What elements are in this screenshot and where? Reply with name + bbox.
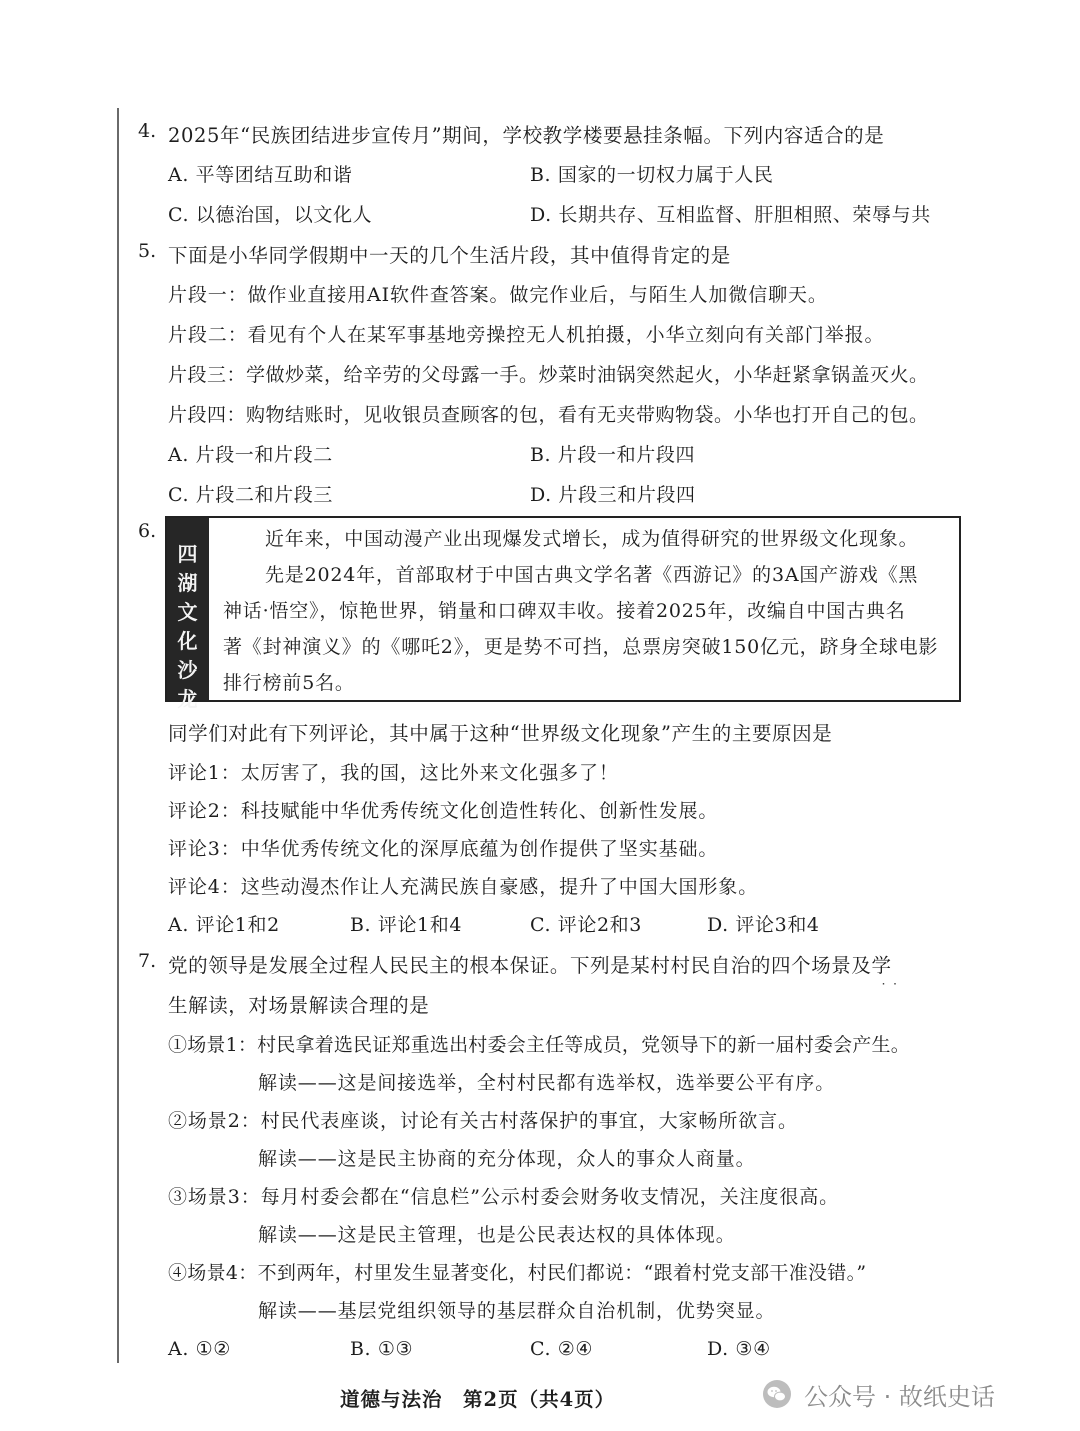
q7-reading-4: 解读——基层党组织领导的基层群众自治机制，优势突显。 [258, 1300, 776, 1322]
material-line-5: 排行榜前5名。 [223, 672, 355, 694]
watermark-text: 公众号 · 故纸史话 [804, 1382, 995, 1411]
tag-char: 文 [177, 600, 199, 624]
q7-stem-line-1: 党的领导是发展全过程人民民主的根本保证。下列是某村村民自治的四个场景及学 [168, 954, 892, 977]
q7-option-c: C. ②④ [530, 1338, 594, 1360]
q4-number: 4. [138, 120, 157, 142]
q6-option-d: D. 评论3和4 [707, 914, 820, 936]
q6-stem: 同学们对此有下列评论，其中属于这种“世界级文化现象”产生的主要原因是 [168, 722, 833, 745]
q5-option-c: C. 片段二和片段三 [168, 484, 333, 506]
q4-option-c: C. 以德治国，以文化人 [168, 204, 373, 226]
q7-reading-2: 解读——这是民主协商的充分体现，众人的事众人商量。 [258, 1148, 756, 1170]
q6-option-b: B. 评论1和4 [350, 914, 463, 936]
material-line-2: 先是2024年，首部取材于中国古典文学名著《西游记》的3A国产游戏《黑 [265, 564, 919, 586]
q4-option-b: B. 国家的一切权力属于人民 [530, 164, 774, 186]
material-line-1: 近年来，中国动漫产业出现爆发式增长，成为值得研究的世界级文化现象。 [265, 528, 919, 550]
q6-comment-4: 评论4：这些动漫杰作让人充满民族自豪感，提升了中国大国形象。 [168, 876, 759, 898]
q5-segment-2: 片段二：看见有个人在某军事基地旁操控无人机拍摄，小华立刻向有关部门举报。 [168, 324, 885, 346]
stray-marks: ˙ ˙ [880, 982, 899, 998]
q6-number: 6. [138, 520, 157, 542]
q7-stem-line-2: 生解读，对场景解读合理的是 [168, 994, 430, 1017]
q5-option-d: D. 片段三和片段四 [530, 484, 696, 506]
q5-segment-4: 片段四：购物结账时，见收银员查顾客的包，看有无夹带购物袋。小华也打开自己的包。 [168, 404, 929, 426]
q4-option-d: D. 长期共存、互相监督、肝胆相照、荣辱与共 [530, 204, 931, 226]
q6-comment-1: 评论1：太厉害了，我的国，这比外来文化强多了！ [168, 762, 619, 784]
q6-option-a: A. 评论1和2 [168, 914, 280, 936]
q7-scene-3: ③场景3：每月村委会都在“信息栏”公示村委会财务收支情况，关注度很高。 [168, 1186, 840, 1208]
q5-segment-3: 片段三：学做炒菜，给辛劳的父母露一手。炒菜时油锅突然起火，小华赶紧拿锅盖灭火。 [168, 364, 929, 386]
q4-option-a: A. 平等团结互助和谐 [168, 164, 353, 186]
page-footer: 道德与法治 第2页（共4页） [340, 1388, 616, 1411]
tag-char: 沙 [177, 658, 199, 682]
material-line-3: 神话·悟空》，惊艳世界，销量和口碑双丰收。接着2025年，改编自中国古典名 [223, 600, 906, 622]
q6-material-box [165, 516, 961, 711]
tag-char: 湖 [177, 571, 199, 595]
tag-char: 化 [177, 629, 199, 653]
q6-option-c: C. 评论2和3 [530, 914, 642, 936]
wechat-watermark [762, 1378, 995, 1410]
q5-stem: 下面是小华同学假期中一天的几个生活片段，其中值得肯定的是 [168, 244, 731, 267]
q7-number: 7. [138, 950, 157, 972]
q7-reading-1: 解读——这是间接选举，全村村民都有选举权，选举要公平有序。 [258, 1072, 836, 1094]
q6-comment-2: 评论2：科技赋能中华优秀传统文化创造性转化、创新性发展。 [168, 800, 719, 822]
q7-scene-4: ④场景4：不到两年，村里发生显著变化，村民们都说：“跟着村党支部干准没错。” [168, 1262, 867, 1284]
tag-char: 四 [177, 542, 199, 566]
q7-option-b: B. ①③ [350, 1338, 414, 1360]
q4-stem: 2025年“民族团结进步宣传月”期间，学校教学楼要悬挂条幅。下列内容适合的是 [168, 124, 885, 147]
q5-option-b: B. 片段一和片段四 [530, 444, 696, 466]
q7-option-d: D. ③④ [707, 1338, 771, 1360]
q7-scene-2: ②场景2：村民代表座谈，讨论有关古村落保护的事宜，大家畅所欲言。 [168, 1110, 798, 1132]
q5-segment-1: 片段一：做作业直接用AI软件查答案。做完作业后，与陌生人加微信聊天。 [168, 284, 828, 306]
q6-comment-3: 评论3：中华优秀传统文化的深厚底蕴为创作提供了坚实基础。 [168, 838, 719, 860]
tag-char: 龙 [177, 687, 199, 711]
wechat-icon [762, 1379, 792, 1409]
q7-option-a: A. ①② [168, 1338, 231, 1360]
q7-scene-1: ①场景1：村民拿着选民证郑重选出村委会主任等成员，党领导下的新一届村委会产生。 [168, 1034, 910, 1056]
material-line-4: 著《封神演义》的《哪吒2》，更是势不可挡，总票房突破150亿元，跻身全球电影 [223, 636, 939, 658]
culture-salon-tag [167, 518, 209, 711]
q5-number: 5. [138, 240, 157, 262]
q7-reading-3: 解读——这是民主管理，也是公民表达权的具体体现。 [258, 1224, 736, 1246]
binding-margin-line [117, 108, 119, 1363]
q5-option-a: A. 片段一和片段二 [168, 444, 333, 466]
